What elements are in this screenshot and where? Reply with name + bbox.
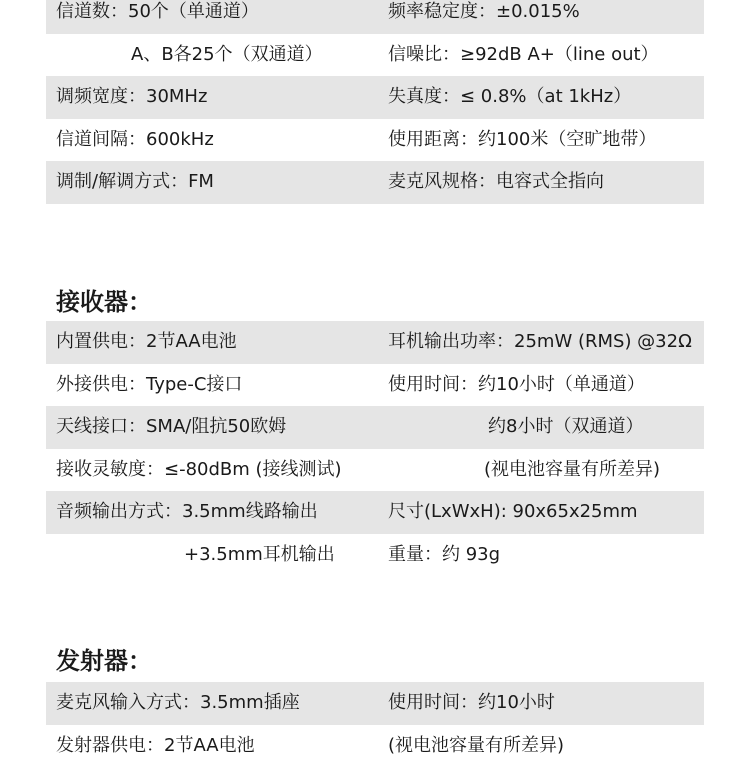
spec-row xyxy=(46,161,704,204)
spec-left: 外接供电：Type-C接口 xyxy=(56,373,243,395)
spec-table-transmitter xyxy=(46,682,704,767)
spec-row xyxy=(46,76,704,119)
spec-right: 尺寸(LxWxH): 90x65x25mm xyxy=(388,501,638,523)
spec-row xyxy=(46,119,704,162)
spec-left: 信道间隔：600kHz xyxy=(56,128,214,150)
spec-right: 耳机输出功率：25mW (RMS) @32Ω xyxy=(388,331,692,352)
spec-right: 信噪比：≥92dB A+（line out） xyxy=(388,43,659,65)
spec-left: 麦克风输入方式：3.5mm插座 xyxy=(56,692,300,713)
spec-right: 使用距离：约100米（空旷地带） xyxy=(388,128,657,150)
spec-right: 约8小时（双通道） xyxy=(488,416,644,438)
spec-left: 调制/解调方式：FM xyxy=(56,171,214,193)
spec-row xyxy=(46,321,704,364)
spec-row xyxy=(46,0,704,34)
spec-left: 信道数：50个（单通道） xyxy=(56,1,259,22)
spec-right: 重量：约 93g xyxy=(388,543,501,565)
spec-row xyxy=(46,406,704,449)
spec-table-general xyxy=(46,0,704,204)
spec-table-receiver xyxy=(46,321,704,577)
section-title-receiver: 接收器： xyxy=(56,288,152,316)
spec-left: A、B各25个（双通道） xyxy=(131,43,323,65)
spec-row xyxy=(46,534,704,577)
spec-left: 发射器供电：2节AA电池 xyxy=(56,734,255,756)
spec-left: 内置供电：2节AA电池 xyxy=(56,331,237,352)
spec-right: 失真度：≤ 0.8%（at 1kHz） xyxy=(388,86,632,108)
spec-row xyxy=(46,682,704,725)
spec-left: 天线接口：SMA/阻抗50欧姆 xyxy=(56,416,287,438)
spec-left: 调频宽度：30MHz xyxy=(56,86,208,108)
section-title-transmitter: 发射器： xyxy=(56,647,152,675)
spec-row xyxy=(46,364,704,407)
spec-row xyxy=(46,449,704,492)
spec-row xyxy=(46,34,704,77)
spec-right: 使用时间：约10小时（单通道） xyxy=(388,373,645,395)
spec-row xyxy=(46,725,704,767)
spec-row xyxy=(46,491,704,534)
spec-right: 麦克风规格：电容式全指向 xyxy=(388,171,604,193)
spec-right: 频率稳定度：±0.015% xyxy=(388,1,580,22)
spec-left: +3.5mm耳机输出 xyxy=(184,543,335,565)
spec-right: (视电池容量有所差异) xyxy=(388,734,565,756)
spec-left: 音频输出方式：3.5mm线路输出 xyxy=(56,501,318,523)
spec-left: 接收灵敏度：≤-80dBm (接线测试) xyxy=(56,458,342,480)
spec-right: 使用时间：约10小时 xyxy=(388,692,555,713)
spec-right: (视电池容量有所差异) xyxy=(484,458,661,480)
